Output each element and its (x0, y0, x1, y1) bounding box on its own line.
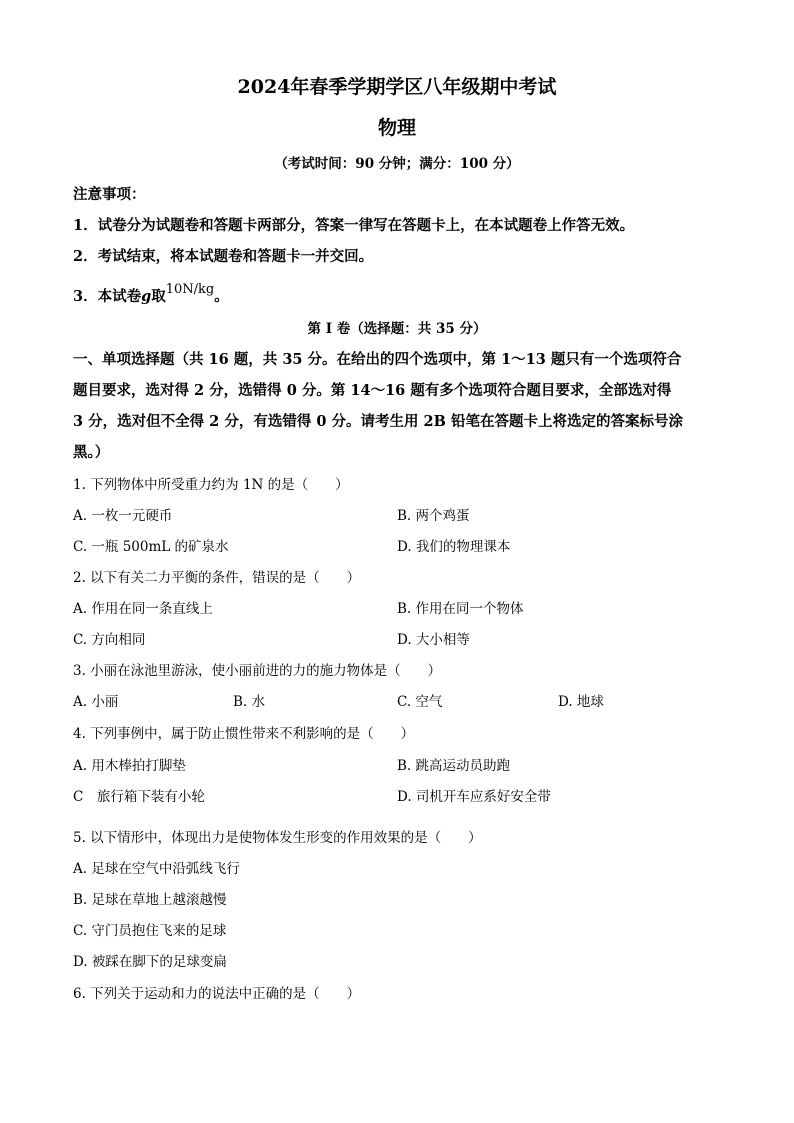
note-item-2: 2．考试结束，将本试题卷和答题卡一并交回。 (73, 248, 374, 265)
question-2-option-c: C. 方向相同 (73, 632, 146, 648)
question-2-stem: 2. 以下有关二力平衡的条件，错误的是（ ） (73, 570, 361, 586)
section-instructions-line-4: 黑。） (73, 444, 110, 461)
note-item-3-suffix: 。 (214, 288, 229, 305)
section-instructions-line-1: 一、单项选择题（共 16 题，共 35 分。在给出的四个选项中，第 1～13 题只有一个选项符合 (73, 351, 682, 368)
question-4-option-c: C 旅行箱下装有小轮 (73, 789, 205, 805)
question-5-option-c: C. 守门员抱住飞来的足球 (73, 923, 227, 939)
question-3-option-c: C. 空气 (397, 694, 443, 710)
question-3-stem: 3. 小丽在泳池里游泳，使小丽前进的力的施力物体是（ ） (73, 663, 442, 679)
question-1-option-c: C. 一瓶 500mL 的矿泉水 (73, 539, 229, 555)
question-3-option-d: D. 地球 (558, 694, 604, 710)
question-2-option-d: D. 大小相等 (397, 632, 470, 648)
section-instructions-line-3: 3 分，选对但不全得 2 分，有选错得 0 分。请考生用 2B 铅笔在答题卡上将选定的答案标号涂 (73, 413, 683, 430)
section-title: 第 I 卷（选择题：共 35 分） (307, 321, 487, 337)
note-item-3-mid: 取 (151, 288, 166, 305)
question-3-option-b: B. 水 (233, 694, 266, 710)
question-5-option-d: D. 被踩在脚下的足球变扁 (73, 954, 227, 970)
question-3-option-a: A. 小丽 (73, 694, 119, 710)
question-5-stem: 5. 以下情形中，体现出力是使物体发生形变的作用效果的是（ ） (73, 830, 482, 846)
subject-title: 物理 (377, 117, 416, 139)
exam-info: （考试时间：90 分钟；满分：100 分） (274, 156, 520, 172)
question-1-option-a: A. 一枚一元硬币 (73, 508, 173, 524)
question-4-option-d: D. 司机开车应系好安全带 (397, 789, 551, 805)
exam-title: 2024年春季学期学区八年级期中考试 (237, 76, 557, 98)
question-4-stem: 4. 下列事例中，属于防止惯性带来不利影响的是（ ） (73, 726, 415, 742)
section-instructions-line-2: 题目要求，选对得 2 分，选错得 0 分。第 14～16 题有多个选项符合题目要求，全部选对得 (73, 382, 672, 399)
question-1-stem: 1. 下列物体中所受重力约为 1N 的是（ ） (73, 477, 349, 493)
note-item-1: 1．试卷分为试题卷和答题卡两部分，答案一律写在答题卡上，在本试题卷上作答无效。 (73, 217, 635, 234)
question-2-option-a: A. 作用在同一条直线上 (73, 601, 213, 617)
question-6-stem: 6. 下列关于运动和力的说法中正确的是（ ） (73, 986, 361, 1002)
note-item-3 (73, 282, 229, 306)
question-5-option-b: B. 足球在草地上越滚越慢 (73, 892, 227, 908)
question-4-option-a: A. 用木棒拍打脚垫 (73, 758, 186, 774)
question-5-option-a: A. 足球在空气中沿弧线飞行 (73, 861, 240, 877)
question-2-option-b: B. 作用在同一个物体 (397, 601, 524, 617)
notes-heading: 注意事项： (73, 186, 146, 203)
question-1-option-d: D. 我们的物理课本 (397, 539, 511, 555)
note-item-3-value: 10N/kg (165, 282, 215, 297)
note-item-3-g: g (141, 288, 152, 305)
note-item-3-prefix: 3．本试卷 (73, 288, 142, 305)
question-4-option-b: B. 跳高运动员助跑 (397, 758, 511, 774)
question-1-option-b: B. 两个鸡蛋 (397, 508, 470, 524)
